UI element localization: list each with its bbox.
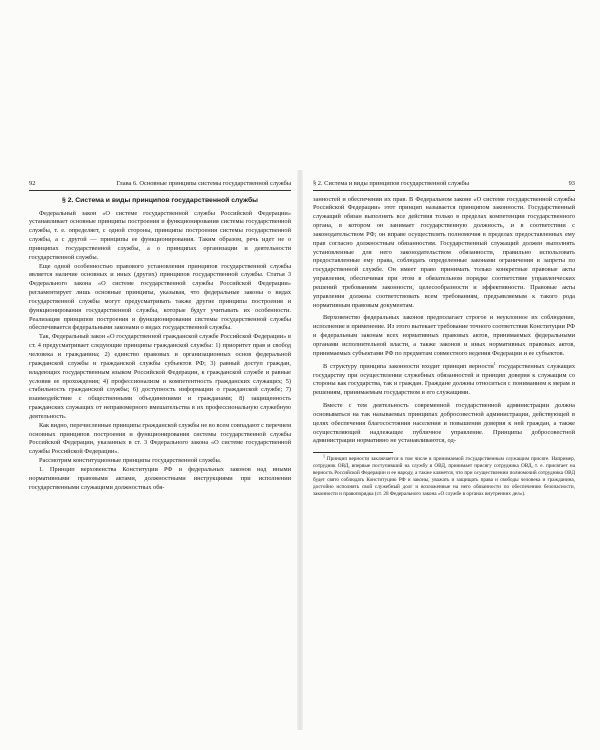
left-page-number: 92: [29, 180, 36, 187]
left-paragraph-4: Как видно, перечисленные принципы гражданской службы не во всем совпадают с перечнем основных принципов построения и функционирования системы государственной службы Российской Федерации, указанных в ст. 3 Федерального закона «О системе государственной службы Российской Федерации».: [29, 421, 291, 456]
left-paragraph-5: Рассмотрим конституционные принципы государственной службы.: [39, 457, 222, 465]
left-running-head-title: Глава 6. Основные принципы системы государственной службы: [116, 180, 291, 187]
right-paragraph-1: занностей и обеспечении их прав. В Федеральном законе «О системе государственной службы Российской Федерации» этот принцип называется принципом законности. Государственный служащий обязан выполнять все действия только в пределах компетенции государственного органа, в котором он занимает государственную должность, и в соответствии с законодательством РФ; он вправе осуществлять полномочия в пределах предоставленных ему прав согласно должностным обязанностям. Государственный служащий должен выполнять установленные для него законодательством обязанности, правильно использовать предоставленные ему права, соблюдать определенные законами ограничения и запреты по государственной службе. Он имеет право принимать только конкретные правовые акты управления, обеспечивая при этом в обязательном порядке соответствие управленческих решений требованиям законности, целесообразности и эффективности. Правовые акты управления должны соответствовать всем требованиям, предъявляемым к такого рода нормативным правовым документам.: [313, 195, 575, 309]
left-paragraph-1: Федеральный закон «О системе государственной службы Российской Федерации» устанавливает основные принципы построения и функционирования системы государственной службы, т. е. определяет, с одной стороны, принципы построения системы государственной службы, а с другой — принципы ее функционирования. Таким образом, речь идет не о принципах государственной службы, а о принципах организации и деятельности государственной службы.: [29, 209, 291, 261]
right-paragraph-3: [313, 360, 575, 398]
right-page: [313, 180, 575, 498]
right-paragraph-3-rest: государственных служащих государству при осуществлении служебных обязанностей и принцип доверия к служащим со стороны как государства, так и граждан. Граждане должны относиться с пониманием к мерам и решениям, принимаемым государством и его служащими.: [313, 362, 575, 397]
left-paragraph-2: Еще одной особенностью правового установления принципов государственной службы является наличие основных и иных (других) принципов государственной службы. Статья 3 Федерального закона «О системе государственной службы Российской Федерации» регламентирует лишь основные принципы, указывая, что федеральные законы о видах государственной службы могут предусматривать также другие принципы построения и функционирования государственной службы, которые будут учитывать их особенности. Реализация принципов построения и функционирования системы государственной службы обеспечивается федеральными законами о видах государственной службы.: [29, 262, 291, 332]
left-running-head: [29, 180, 291, 191]
right-running-head: [313, 180, 575, 191]
footnote: [313, 453, 576, 497]
right-paragraph-3-start: В структуру принципа законности входит принцип верности: [323, 362, 494, 370]
right-running-head-title: § 2. Система и виды принципов государственной службы: [313, 180, 470, 187]
left-page: [29, 180, 291, 493]
section-title: § 2. Система и виды принципов государственной службы: [62, 196, 258, 204]
footnote-marker: 1: [323, 453, 325, 459]
right-paragraph-2: Верховенство федеральных законов предполагает строгое и неуклонное их соблюдение, исполнение и применение. Из этого вытекает требование точного соответствия Конституции РФ и федеральным законам всех нормативных правовых актов, принимаемых федеральными органами исполнительной власти, а также законов и иных нормативных правовых актов, принимаемых субъектами РФ по предметам совместного ведения Федерации и ее субъектов.: [313, 314, 575, 357]
left-paragraph-6: 1. Принцип верховенства Конституции РФ и федеральных законов над иными нормативными правовыми актами, должностными инструкциями при исполнении государственными служащими должностных обя-: [29, 465, 291, 491]
footnote-text: Принцип верности заключается в том числе в принимаемой государственным служащим присяге. Например, сотрудник ОВД, впервые поступивший на службу в ОВД, принимает присягу сотрудника ОВД, т. е. присягает на верность Российской Федерации и ее народу, а также клянется, что при осуществлении полномочий сотрудника ОВД будет свято соблюдать Конституцию РФ и законы, уважать и защищать права и свободы человека и гражданина, достойно исполнять свой служебный долг и возложенные на него обязанности по обеспечению безопасности, законности и правопорядка (ст. 28 Федерального закона «О службе в органах внутренних дел»).: [313, 456, 576, 497]
page-gutter: [297, 170, 303, 730]
left-paragraph-3: Так, Федеральный закон «О государственной гражданской службе Российской Федерации» в ст. 4 предусматривает следующие принципы гражданской службы: 1) приоритет прав и свобод человека и гражданина; 2) единство правовых и организационных основ федеральной гражданской службы и гражданской службы субъектов РФ; 3) равный доступ граждан, владеющих государственным языком Российской Федерации, к гражданской службе и равные условия ее прохождения; 4) профессионализм и компетентность гражданских служащих; 5) стабильность гражданской службы; 6) доступность информации о гражданской службе; 7) взаимодействие с общественными объединениями и гражданами; 8) защищенность гражданских служащих от неправомерного вмешательства в их профессиональную служебную деятельность.: [29, 333, 291, 420]
right-page-number: 93: [568, 180, 575, 187]
footnote-ref: 1: [493, 360, 496, 366]
right-paragraph-4: Вместе с тем деятельность современной государственной администрации должна основываться на так называемых принципах добросовестной администрации, действующей в целях обеспечения благосостояния населения и повышения доверия к ней граждан, а также осуществляющей надлежащее публичное управление. Принципы добросовестной администрации нормативно не устанавливаются, од-: [313, 402, 575, 445]
footnote-rule: [313, 452, 393, 453]
